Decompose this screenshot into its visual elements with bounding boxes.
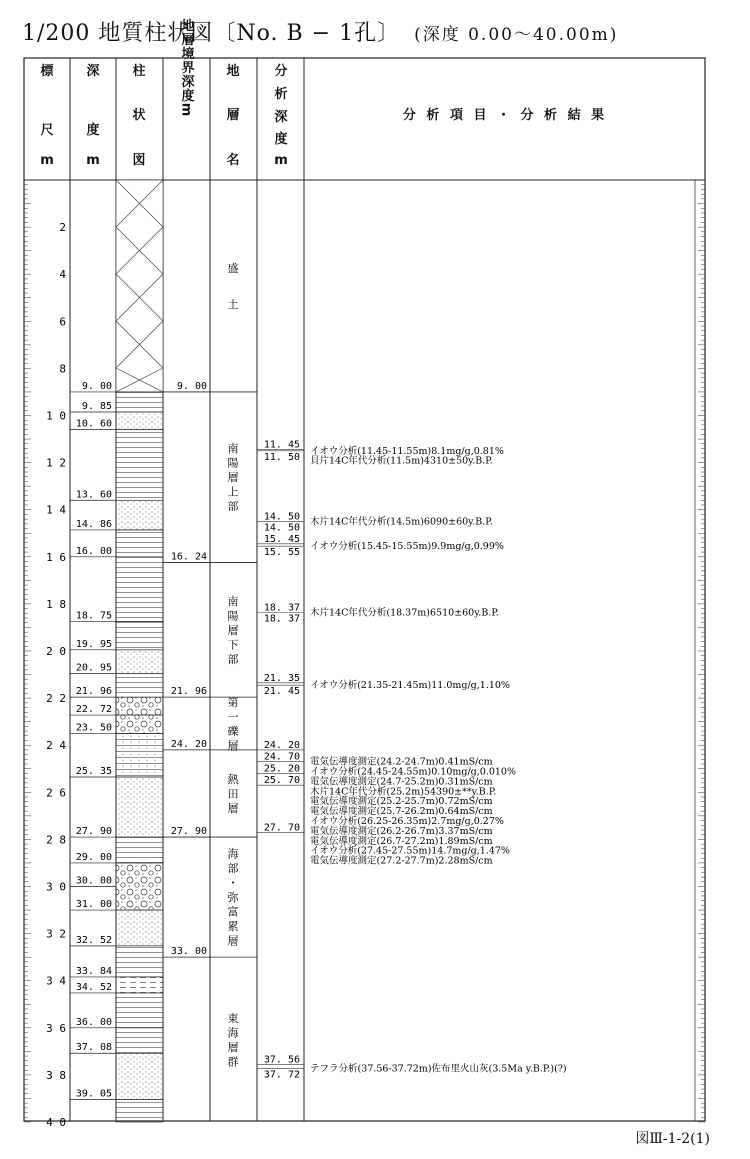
- formation-char: 一: [227, 710, 239, 724]
- column-layer: [116, 837, 163, 863]
- layer-depth-label: 16. 00: [75, 545, 112, 557]
- analysis-result: テフラ分析(37.56-37.72m)佐布里火山灰(3.5Ma y.B.P.)(?): [310, 1063, 567, 1075]
- analysis-depth-label: 37. 72: [263, 1069, 300, 1081]
- formation-char: 熱: [227, 772, 239, 786]
- analysis-depth-label: 15. 45: [263, 533, 300, 545]
- formation-name: [228, 696, 239, 753]
- scale-label: 3 0: [46, 880, 66, 894]
- formation-char: 第: [227, 695, 239, 709]
- layer-depth-label: 31. 00: [75, 899, 112, 911]
- layer-depth-label: 29. 00: [75, 851, 112, 863]
- column-layer: [116, 977, 163, 993]
- layer-depth-label: 10. 60: [75, 418, 112, 430]
- layer-depth-label: 18. 75: [75, 610, 112, 622]
- layer-depth-label: 27. 90: [75, 826, 112, 838]
- scale-label: 3 6: [46, 1021, 66, 1035]
- analysis-depth-label: 11. 45: [263, 439, 300, 451]
- boundary-depth-label: 24. 20: [170, 738, 207, 750]
- header-depth-3: m: [86, 153, 100, 168]
- column-layer: [116, 180, 163, 392]
- formation-name: [228, 442, 239, 513]
- formation-name: [228, 1012, 239, 1068]
- analysis-result: イオウ分析(15.45-15.55m)9.9mg/g,0.99%: [310, 541, 504, 553]
- column-layer: [116, 863, 163, 910]
- formation-char: 土: [227, 297, 239, 311]
- column-layer: [116, 733, 163, 777]
- layer-depth-label: 32. 52: [75, 934, 112, 946]
- formation-char: 礫: [227, 724, 239, 738]
- formation-char: 富: [227, 905, 239, 919]
- column-layer: [116, 650, 163, 674]
- formation-char: 海: [227, 1026, 239, 1040]
- analysis-depth-label: 18. 37: [263, 602, 300, 614]
- header-analysis-depth-1: 分: [274, 64, 288, 79]
- columnar-section: [116, 180, 163, 1122]
- analysis-result: 木片14C年代分析(18.37m)6510±60y.B.P.: [310, 607, 499, 619]
- analysis-result: 電気伝導度測定(25.7-26.2m)0.64mS/cm: [310, 806, 493, 818]
- layer-depth-label: 13. 60: [75, 489, 112, 501]
- layer-depth-label: 22. 72: [75, 704, 112, 716]
- layer-depth-label: 33. 84: [75, 965, 112, 977]
- column-layer: [116, 430, 163, 501]
- analysis-depth-label: 27. 70: [263, 822, 300, 834]
- formation-char: 上: [227, 485, 239, 499]
- scale-label: 2 0: [46, 645, 66, 658]
- header-column-3: 図: [132, 153, 146, 168]
- column-layer: [116, 622, 163, 650]
- header-column-1: 柱: [132, 64, 146, 79]
- formation-char: 層: [227, 1040, 239, 1054]
- scale-label: 8: [59, 362, 66, 376]
- boundary-depth-label: 21. 96: [170, 686, 207, 698]
- scale-label: 2 6: [46, 786, 66, 800]
- scale-label: 4: [59, 268, 66, 282]
- scale-label: 4 0: [46, 1116, 66, 1129]
- formation-char: 陽: [227, 609, 239, 623]
- column-layer: [116, 530, 163, 557]
- header-results: 分 析 項 目 ・ 分 析 結 果: [402, 108, 608, 123]
- analysis-result: イオウ分析(27.45-27.55m)14.7mg/g,1.47%: [310, 845, 510, 857]
- column-layer: [116, 1053, 163, 1099]
- header-analysis-depth-2: 析: [274, 87, 288, 102]
- analysis-depth-label: 25. 20: [263, 763, 300, 775]
- scale-label: 1 4: [46, 503, 66, 517]
- formation-char: 部: [227, 500, 239, 514]
- formation-char: 群: [227, 1055, 239, 1069]
- header-scale-3: m: [40, 153, 54, 168]
- layer-depth-label: 30. 00: [75, 875, 112, 887]
- layer-depth-label: 19. 95: [75, 638, 112, 650]
- analysis-result: 木片14C年代分析(25.2m)54390±**y.B.P.: [310, 786, 497, 798]
- column-layer: [116, 777, 163, 837]
- formation-char: 陽: [227, 456, 239, 470]
- figure-number: 図Ⅲ-1-2(1): [635, 1131, 710, 1147]
- analysis-result-list: [310, 445, 567, 1074]
- formation-name: [228, 772, 240, 815]
- scale-label: 2 4: [46, 739, 66, 753]
- boundary-depth-label: 33. 00: [170, 946, 207, 958]
- scale-label: 2 2: [46, 692, 66, 706]
- analysis-result: 電気伝導度測定(25.2-25.7m)0.72mS/cm: [310, 796, 493, 808]
- formation-name: [228, 847, 240, 948]
- header-boundary: 地層境界深度m: [178, 18, 194, 118]
- layer-depth-list: [70, 381, 116, 1100]
- layer-depth-label: 23. 50: [75, 722, 112, 734]
- formation-char: 層: [227, 623, 239, 637]
- column-layer: [116, 910, 163, 946]
- formation-list: [228, 262, 240, 1068]
- analysis-result: 電気伝導度測定(26.7-27.2m)1.89mS/cm: [310, 835, 493, 847]
- scale-label: 1 0: [46, 409, 66, 423]
- scale-label: 1 8: [46, 597, 66, 611]
- layer-depth-label: 21. 96: [75, 686, 112, 698]
- header-formation-2: 層: [226, 108, 240, 123]
- column-layer: [116, 993, 163, 1028]
- header-analysis-depth-4: 度: [274, 132, 288, 147]
- header-formation-1: 地: [226, 64, 240, 79]
- layer-depth-label: 14. 86: [75, 518, 112, 530]
- analysis-depth-label: 21. 45: [263, 686, 300, 698]
- layer-depth-label: 25. 35: [75, 765, 112, 777]
- formation-char: 弥: [227, 891, 239, 905]
- header-scale-1: 標: [40, 64, 54, 79]
- analysis-depth-label: 24. 70: [263, 751, 300, 763]
- formation-char: 南: [227, 594, 239, 608]
- analysis-result: 電気伝導度測定(27.2-27.7m)2.28mS/cm: [310, 855, 493, 867]
- header-depth-1: 深: [86, 64, 100, 79]
- formation-char: 累: [227, 920, 239, 934]
- scale-label: 2: [59, 221, 66, 235]
- column-layer: [116, 697, 163, 715]
- analysis-result: 電気伝導度測定(24.7-25.2m)0.31mS/cm: [310, 776, 493, 788]
- scale-label: 3 2: [46, 927, 66, 941]
- header-formation-3: 名: [226, 153, 240, 168]
- formation-char: 部: [227, 652, 239, 666]
- column-layer: [116, 946, 163, 977]
- column-layer: [116, 557, 163, 622]
- column-layer: [116, 1100, 163, 1122]
- analysis-depth-label: 25. 70: [263, 775, 300, 787]
- formation-char: 南: [227, 442, 239, 456]
- scale-label: 1 2: [46, 456, 66, 470]
- scale-label: 3 8: [46, 1068, 66, 1082]
- layer-depth-label: 37. 08: [75, 1042, 112, 1054]
- layer-depth-label: 9. 00: [81, 380, 112, 392]
- scale-label: 1 6: [46, 550, 66, 564]
- column-layer: [116, 715, 163, 733]
- analysis-depth-list: [257, 440, 304, 1081]
- layer-depth-label: 34. 52: [75, 981, 112, 993]
- analysis-result: イオウ分析(11.45-11.55m)8.1mg/g,0.81%: [310, 445, 504, 457]
- scale-label: 2 8: [46, 833, 66, 847]
- analysis-result: 貝片14C年代分析(11.5m)4310±50y.B.P.: [310, 455, 493, 467]
- title-main: 1/200 地質柱状図〔No. B − 1孔〕: [22, 21, 401, 46]
- analysis-result: イオウ分析(21.35-21.45m)11.0mg/g,1.10%: [310, 680, 510, 692]
- formation-char: 層: [227, 739, 239, 753]
- column-layer: [116, 500, 163, 530]
- column-layer: [116, 412, 163, 430]
- analysis-depth-label: 37. 56: [263, 1054, 300, 1066]
- analysis-depth-label: 11. 50: [263, 451, 300, 463]
- formation-char: 層: [227, 471, 239, 485]
- header-analysis-depth-5: m: [274, 153, 288, 168]
- formation-char: 海: [227, 847, 239, 861]
- analysis-depth-label: 21. 35: [263, 672, 300, 684]
- boundary-depth-label: 16. 24: [170, 551, 207, 563]
- layer-depth-label: 36. 00: [75, 1016, 112, 1028]
- column-layer: [116, 392, 163, 412]
- formation-name: [228, 595, 239, 666]
- analysis-result: 電気伝導度測定(24.2-24.7m)0.41mS/cm: [310, 756, 493, 768]
- scale-label: 6: [59, 315, 66, 329]
- formation-char: 田: [227, 787, 239, 801]
- formation-char: 盛: [227, 261, 239, 275]
- layer-depth-label: 39. 05: [75, 1088, 112, 1100]
- boundary-depth-label: 9. 00: [176, 380, 207, 392]
- analysis-result: イオウ分析(24.45-24.55m)0.10mg/g,0.010%: [310, 766, 517, 778]
- analysis-depth-label: 18. 37: [263, 613, 300, 625]
- formation-char: 層: [227, 801, 239, 815]
- formation-char: 東: [227, 1011, 239, 1025]
- formation-char: 部: [227, 862, 239, 876]
- layer-depth-label: 9. 85: [81, 400, 112, 412]
- formation-char: 下: [227, 638, 239, 652]
- analysis-depth-label: 14. 50: [263, 511, 300, 523]
- title-sub: (深度 0.00～40.00m): [414, 25, 619, 45]
- analysis-depth-label: 24. 20: [263, 739, 300, 751]
- header-analysis-depth-3: 深: [274, 110, 288, 125]
- layer-depth-label: 20. 95: [75, 662, 112, 674]
- column-layer: [116, 673, 163, 697]
- formation-char: ・: [227, 876, 239, 890]
- formation-char: 層: [227, 934, 239, 948]
- table-header: [40, 18, 607, 168]
- analysis-result: イオウ分析(26.25-26.35m)2.7mg/g,0.27%: [310, 816, 504, 828]
- header-depth-2: 度: [86, 123, 100, 138]
- column-layer: [116, 1028, 163, 1053]
- boundary-depth-label: 27. 90: [170, 826, 207, 838]
- analysis-result: 電気伝導度測定(26.2-26.7m)3.37mS/cm: [310, 825, 493, 837]
- analysis-depth-label: 14. 50: [263, 522, 300, 534]
- scale-label: 3 4: [46, 974, 66, 988]
- formation-name: [228, 262, 239, 311]
- analysis-result: 木片14C年代分析(14.5m)6090±60y.B.P.: [310, 516, 493, 528]
- header-scale-2: 尺: [40, 123, 54, 138]
- header-column-2: 状: [132, 108, 146, 123]
- analysis-depth-label: 15. 55: [263, 547, 300, 559]
